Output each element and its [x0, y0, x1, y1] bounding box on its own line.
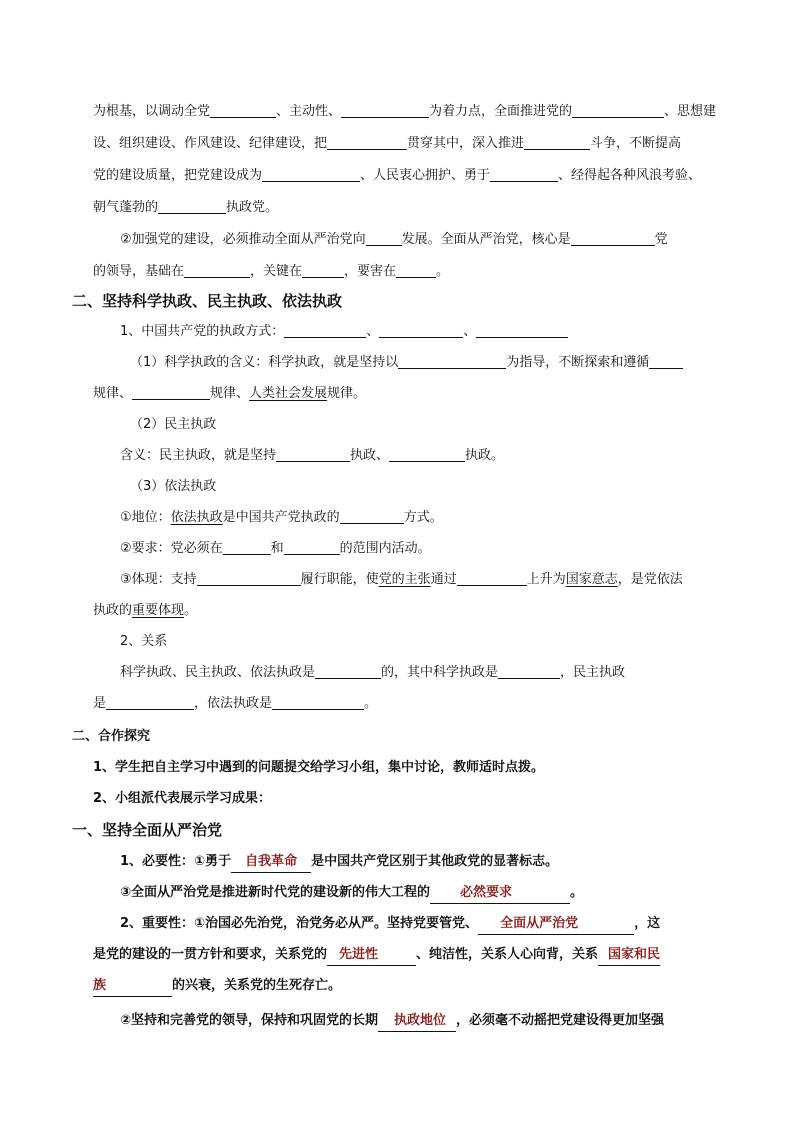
text: 为着力点，全面推进党的: [429, 104, 573, 119]
fill-blank[interactable]: [272, 695, 364, 710]
text: 是中国共产党执政的: [222, 510, 340, 525]
fill-blank[interactable]: [284, 540, 340, 555]
answer-text: 必然要求: [460, 885, 513, 900]
fill-blank[interactable]: [284, 323, 366, 338]
fill-blank[interactable]: [315, 664, 381, 679]
underlined-text: 国家意志: [565, 572, 618, 587]
underlined-text: 党的主张: [378, 572, 431, 587]
text: 是党的建设的一贯方针和要求，关系党的: [93, 947, 328, 962]
text: ②要求：党必须在: [120, 541, 223, 556]
answer-blank[interactable]: [327, 945, 416, 966]
text-line: [93, 384, 366, 404]
text: ，这: [634, 916, 661, 931]
answer-blank[interactable]: [478, 914, 634, 935]
fill-blank[interactable]: [132, 385, 210, 400]
text: 2、重要性：①治国必先治党，治党务必从严。坚持党要管党、: [120, 916, 479, 931]
text: 、: [366, 324, 380, 339]
text: 执政、: [350, 448, 390, 463]
answer-text: 自我革命: [245, 854, 298, 869]
text: ②加强党的建设，必须推动全面从严治党向: [120, 232, 366, 247]
text-line: [93, 976, 341, 997]
text: 朝气蓬勃的: [93, 200, 159, 215]
text: 的兴衰，关系党的生死存亡。: [172, 978, 342, 993]
text-line: 1、学生把自主学习中遇到的问题提交给学习小组，集中讨论，教师适时点拨。: [93, 760, 545, 775]
fill-blank[interactable]: [340, 509, 404, 524]
fill-blank[interactable]: [524, 135, 590, 150]
text: 规律、: [210, 386, 250, 401]
fill-blank[interactable]: [276, 447, 350, 462]
text: 。: [364, 696, 378, 711]
fill-blank[interactable]: [327, 135, 407, 150]
text-line: [93, 694, 377, 714]
text: ③体现：支持: [120, 572, 197, 587]
fill-blank[interactable]: [396, 263, 436, 278]
text: 、思想建: [664, 104, 717, 119]
text: 党的建设质量，把党建设成为: [93, 168, 263, 183]
text-line: 2、小组派代表展示学习成果：: [93, 791, 272, 806]
text-line: [120, 914, 660, 935]
text: 1、中国共产党的执政方式：: [120, 324, 285, 339]
text: ，必须毫不动摇把党建设得更加坚强: [456, 1013, 665, 1028]
fill-blank[interactable]: [498, 664, 560, 679]
fill-blank[interactable]: [490, 167, 558, 182]
text: 、: [463, 324, 477, 339]
text: 执政的: [93, 603, 133, 618]
text: （1）科学执政的含义：科学执政，就是坚持以: [130, 355, 399, 370]
answer-text: 国家和民: [608, 947, 661, 962]
text-line: [93, 601, 197, 621]
answer-blank[interactable]: [93, 976, 172, 997]
text: 是中国共产党区别于其他政党的显著标志。: [311, 854, 559, 869]
answer-blank[interactable]: [598, 945, 660, 966]
text: 执政党。: [226, 200, 279, 215]
section-heading: 二、合作探究: [72, 729, 151, 744]
text: 、人民衷心拥护、勇于: [360, 168, 491, 183]
fill-blank[interactable]: [106, 695, 194, 710]
fill-blank[interactable]: [262, 167, 360, 182]
text: ，是党依法: [617, 572, 683, 587]
answer-blank[interactable]: [231, 852, 311, 873]
answer-text: 先进性: [339, 947, 379, 962]
fill-blank[interactable]: [379, 323, 463, 338]
text: 。: [436, 264, 450, 279]
fill-blank[interactable]: [184, 263, 250, 278]
text: ，民主执政: [560, 665, 626, 680]
text-line: [120, 852, 558, 873]
text: 科学执政、民主执政、依法执政是: [120, 665, 316, 680]
fill-blank[interactable]: [158, 199, 226, 214]
text: 1、必要性：①勇于: [120, 854, 232, 869]
subheading: （2）民主执政: [130, 417, 217, 432]
fill-blank[interactable]: [398, 354, 506, 369]
text: 、纯洁性，关系人心向背，关系: [416, 947, 599, 962]
answer-text: 全面从严治党: [500, 916, 579, 931]
subheading: 2、关系: [120, 634, 168, 649]
text: 党: [654, 232, 668, 247]
text-line: [93, 134, 681, 154]
text-line: [130, 353, 683, 373]
text: ③全面从严治党是推进新时代党的建设新的伟大工程的: [120, 885, 431, 900]
section-heading: 二、坚持科学执政、民主执政、依法执政: [72, 292, 343, 310]
text: 为根基，以调动全党: [93, 104, 211, 119]
fill-blank[interactable]: [197, 571, 301, 586]
text: 规律、: [93, 386, 133, 401]
fill-blank[interactable]: [457, 571, 527, 586]
text-line: [120, 230, 668, 250]
fill-blank[interactable]: [571, 231, 655, 246]
text-line: [93, 945, 660, 966]
text: 。: [184, 603, 198, 618]
fill-blank[interactable]: [341, 103, 429, 118]
answer-text: 执政地位: [394, 1013, 447, 1028]
section-heading: 一、坚持全面从严治党: [72, 821, 223, 839]
text-line: [120, 570, 683, 590]
fill-blank[interactable]: [366, 231, 402, 246]
text: 履行职能，使: [300, 572, 379, 587]
text: ②坚持和完善党的领导，保持和巩固党的长期: [120, 1013, 379, 1028]
answer-blank[interactable]: [378, 1011, 456, 1032]
text-line: [93, 262, 449, 282]
fill-blank[interactable]: [302, 263, 344, 278]
text-line: [93, 166, 701, 186]
answer-blank[interactable]: [430, 883, 570, 904]
text: 含义：民主执政，就是坚持: [120, 448, 277, 463]
text: 和: [270, 541, 284, 556]
fill-blank[interactable]: [476, 323, 568, 338]
text: 、主动性、: [276, 104, 342, 119]
underlined-text: 依法执政: [170, 510, 223, 525]
text: ，依法执政是: [194, 696, 273, 711]
text: 发展。全面从严治党，核心是: [401, 232, 571, 247]
text: 、经得起各种风浪考验、: [558, 168, 702, 183]
text: 执政。: [465, 448, 505, 463]
text: ，关键在: [250, 264, 303, 279]
fill-blank[interactable]: [210, 103, 276, 118]
text: ，要害在: [344, 264, 397, 279]
text: 的，其中科学执政是: [381, 665, 499, 680]
underlined-text: 重要体现: [132, 603, 185, 618]
text: 的范围内活动。: [339, 541, 431, 556]
text-line: [93, 102, 716, 122]
text-line: [93, 198, 278, 218]
text: 为指导，不断探索和遵循: [506, 355, 650, 370]
text-line: [120, 1011, 664, 1032]
text: 通过: [430, 572, 457, 587]
text-line: [120, 322, 568, 342]
text: 的领导，基础在: [93, 264, 185, 279]
fill-blank[interactable]: [223, 540, 271, 555]
text: 斗争，不断提高: [590, 136, 682, 151]
text-line: [120, 663, 625, 683]
text-line: [120, 883, 583, 904]
text: 规律。: [327, 386, 367, 401]
answer-text: 族: [93, 978, 107, 993]
text-line: [120, 539, 431, 559]
text: 。: [570, 885, 584, 900]
text-line: [120, 508, 443, 528]
fill-blank[interactable]: [389, 447, 465, 462]
text: ①地位：: [120, 510, 171, 525]
underlined-text: 人类社会发展: [249, 386, 328, 401]
text: 贯穿其中，深入推进: [407, 136, 525, 151]
text-line: [120, 446, 504, 466]
text: 上升为: [526, 572, 566, 587]
text: 是: [93, 696, 107, 711]
text: 方式。: [403, 510, 443, 525]
subheading: （3）依法执政: [130, 479, 217, 494]
fill-blank[interactable]: [572, 103, 664, 118]
fill-blank[interactable]: [649, 354, 683, 369]
text: 设、组织建设、作风建设、纪律建设，把: [93, 136, 328, 151]
